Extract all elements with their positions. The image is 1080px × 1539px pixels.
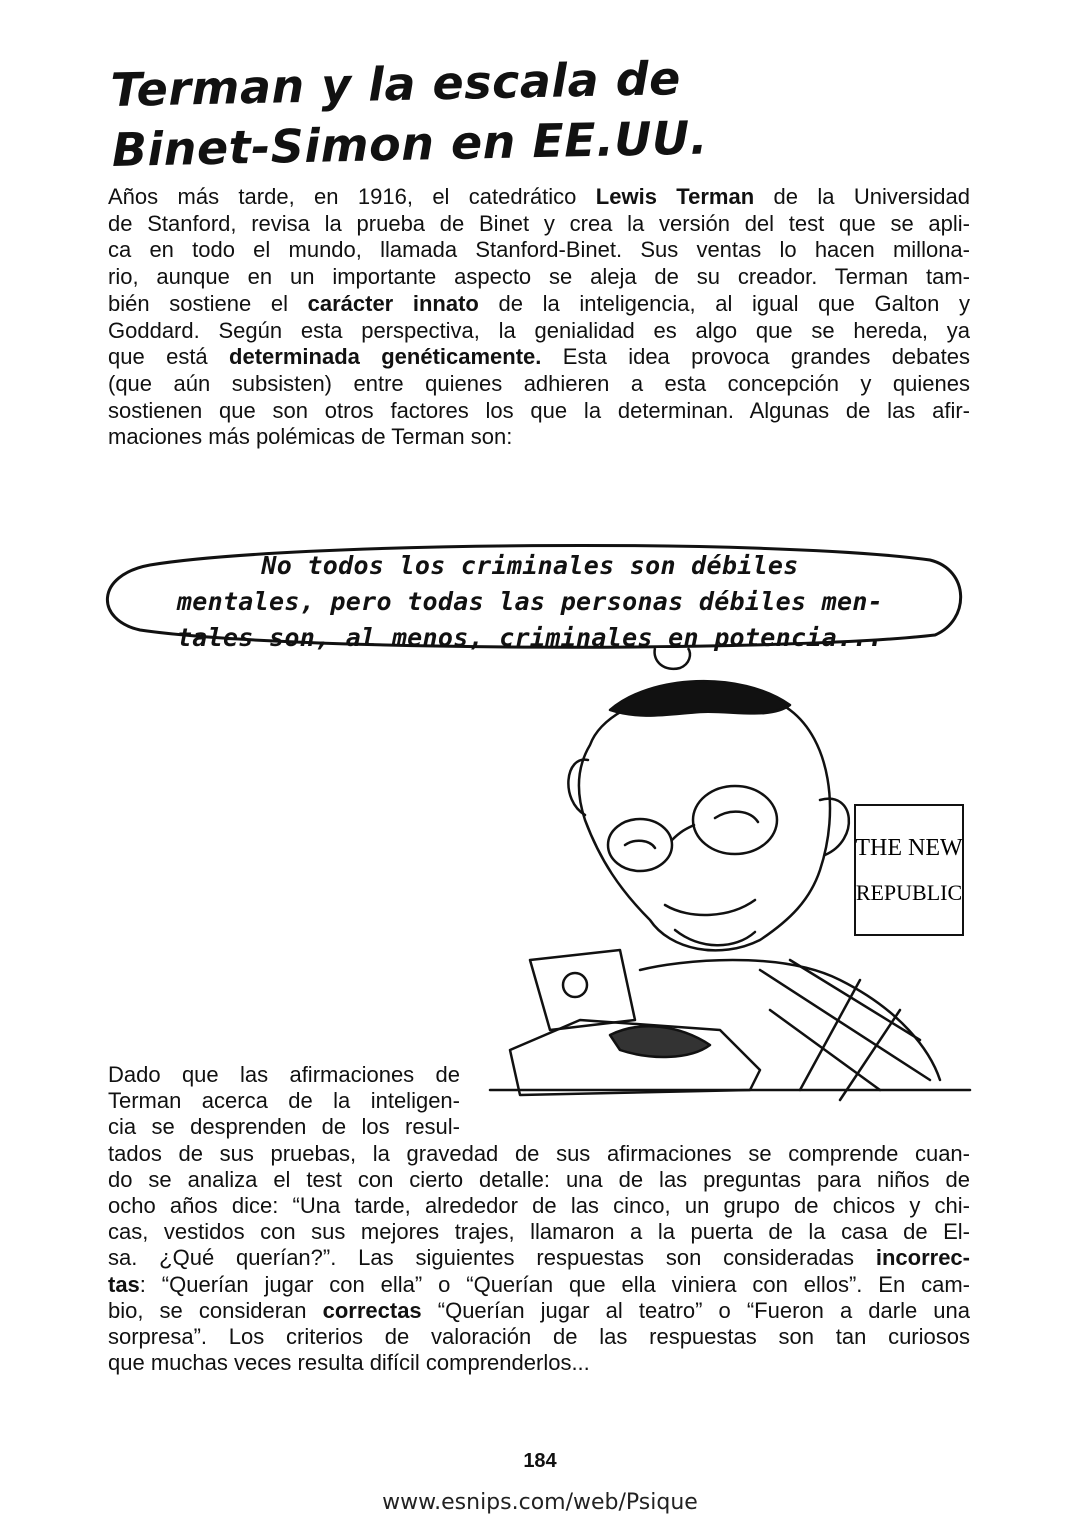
text-line: bién sostiene el carácter innato de la inteligencia, al igual que Galton y [108,290,970,316]
title-line-2: Binet-Simon en EE.UU. [111,110,709,177]
text-line: ca en todo el mundo, llamada Stanford-Binet. Sus ventas lo hacen millona- [108,237,970,263]
sign-line-2: REPUBLIC [855,880,963,905]
speech-line-2: mentales, pero todas las personas débiles men- [176,587,884,616]
page-number: 184 [523,1450,557,1472]
text-line: maciones más polémicas de Terman son: [108,424,513,450]
head-outline [579,689,830,950]
text-line: que está determinada genéticamente. Esta idea provoca grandes debates [108,344,970,370]
source-url[interactable]: www.esnips.com/web/Psique [382,1490,698,1515]
text-line: sorpresa”. Los criterios de valoración de las respuestas son tan curiosos [108,1324,970,1350]
title-line-1: Terman y la escala de [110,51,682,117]
chin [675,930,755,945]
text-line: sostienen que son otros factores los que la determinan. Algunas de las afir- [108,397,970,423]
text-line: (que aún subsisten) entre quienes adhieren a esta concepción y quienes [108,370,970,396]
text-line: ocho años dice: “Una tarde, alrededor de las cinco, un grupo de chicos y chi- [108,1193,970,1219]
glasses-right-lens [693,786,777,854]
text-line: tados de sus pruebas, la gravedad de sus afirmaciones se comprende cuan- [108,1140,970,1166]
text-line: do se analiza el test con cierto detalle: una de las preguntas para niños de [108,1166,970,1192]
right-eye [715,812,758,822]
scarf-line [790,960,920,1040]
intro-paragraph [108,184,970,451]
mouth [665,900,755,915]
hair [610,681,790,715]
text-line: Años más tarde, en 1916, el catedrático Lewis Terman de la Universidad [108,184,970,209]
text-line: Dado que las afirmaciones de [108,1062,460,1087]
text-line: bio, se consideran correctas “Querían jugar al teatro” o “Fueron a darle una [108,1297,970,1323]
speech-bubble-text [130,548,930,656]
hands [610,1026,710,1057]
speech-line-1: No todos los criminales son débiles [261,551,799,580]
left-eye [625,841,655,848]
text-line: Goddard. Según esta perspectiva, la genialidad es algo que se hereda, ya [108,317,970,343]
text-line: rio, aunque en un importante aspecto se aleja de su creador. Terman tam- [108,264,970,290]
glasses-left-lens [608,819,672,871]
glasses-bridge [672,825,694,840]
text-line: cas, vestidos con sus mejores trajes, llamaron a la puerta de la casa de El- [108,1219,970,1245]
text-line: sa. ¿Qué querían?”. Las siguientes respuestas son consideradas incorrec- [108,1245,970,1271]
body-paragraph [108,1062,970,1376]
sign-line-1: THE NEW [855,835,963,861]
text-line: de Stanford, revisa la prueba de Binet y crea la versión del test que se apli- [108,210,970,236]
page-title [110,44,872,180]
text-line: cia se desprenden de los resul- [108,1114,460,1140]
text-line: Terman acerca de la inteligen- [108,1088,460,1114]
typewriter-knob [563,973,587,997]
right-ear [820,799,849,855]
newspaper-sign [855,805,963,935]
text-line: que muchas veces resulta difícil comprenderlos... [108,1350,590,1376]
text-line: tas: “Querían jugar con ella” o “Querían que ella viniera con ellos”. En cam- [108,1271,970,1297]
paper-sheet [530,950,635,1030]
speech-line-3: tales son, al menos, criminales en potencia... [176,623,884,652]
